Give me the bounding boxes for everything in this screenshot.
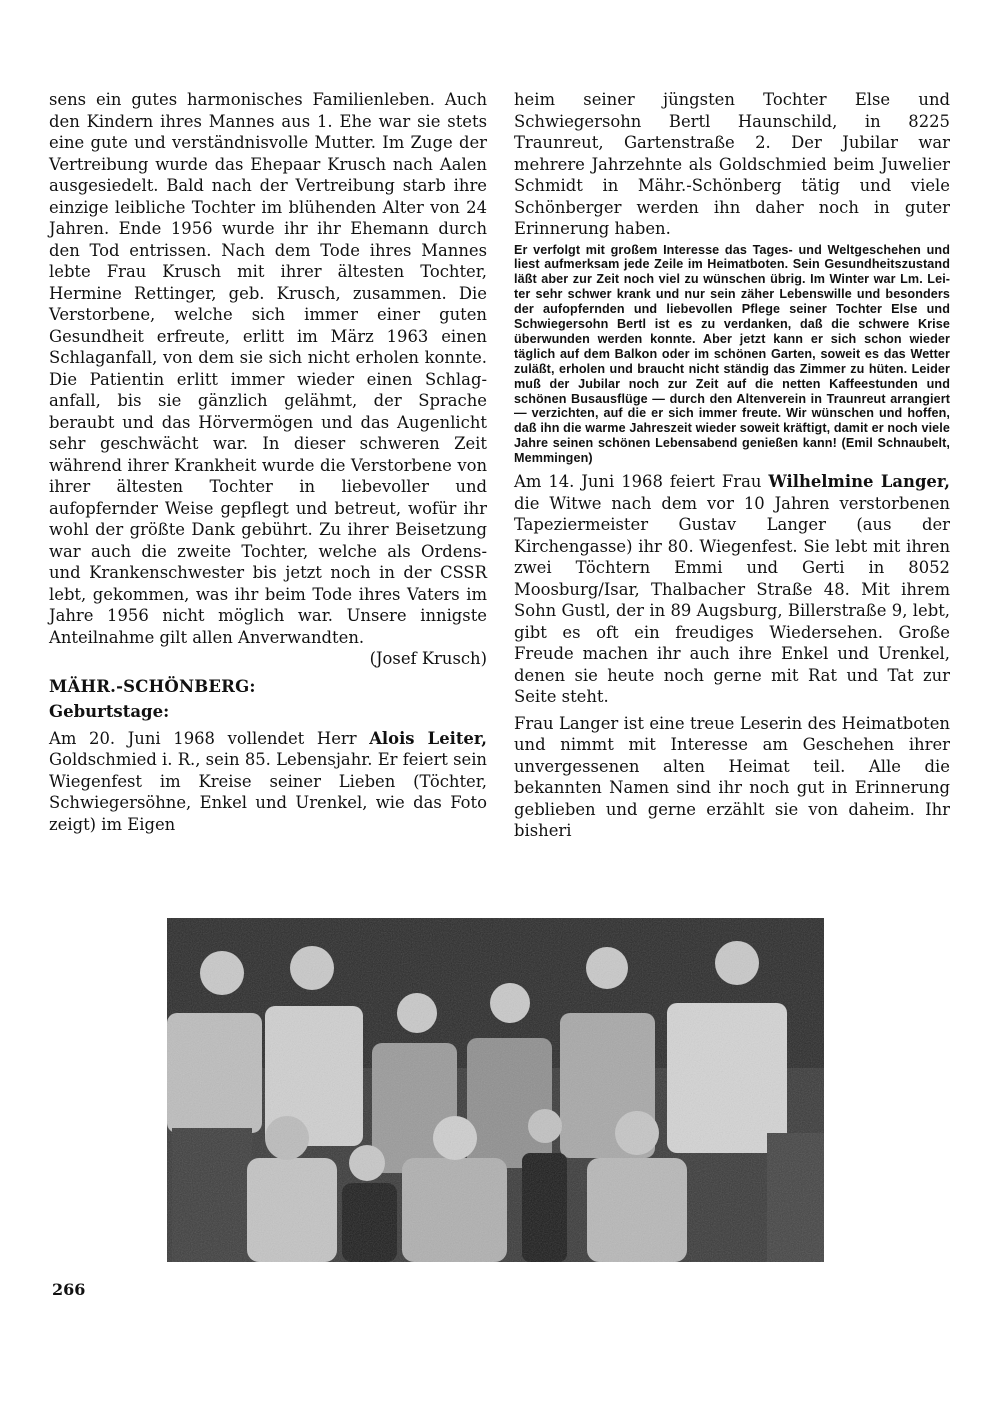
subheading-birthdays: Geburtstage: (49, 702, 170, 721)
family-photo-illustration (167, 918, 824, 1262)
small-print-paragraph: Er verfolgt mit großem Interesse das Tages- und Weltgeschehen und liest aufmerksam jede Zeile im Heimatboten. Sein Gesundheitszustand läßt aber zur Zeit noch viel zu wünschen übrig. Im Winter war Lm. Leiter sehr schwer krank und nur sein zäher Lebenswille und besonders der aufopfernden und liebevollen Pflege seiner Tochter Else und Schwiegersohn Bertl ist es zu verdanken, daß die schwere Krise überwunden werden konnte. Aber jetzt kann er sich schon wieder täglich auf dem Balkon oder im schönen Garten, soweit es das Wetter zuläßt, erholen und braucht nicht ständig das Zimmer zu hüten. Leider muß der Jubilar noch zur Zeit auf die netten Kaffeestunden und schönen Busausflüge — durch den Altenverein in Traunreut arrangiert — verzichten, auf die er sich immer freute. Wir wünschen und hoffen, daß ihn die warme Jahreszeit wieder soweit kräftigt, damit er noch viele Jahre seinen schönen Lebensabend genießen kann! (Emil Schnaubelt, Memmingen) (514, 242, 950, 466)
langer-intro: Am 14. Juni 1968 feiert Frau (514, 472, 769, 492)
right-column (514, 89, 950, 842)
birthday-paragraph-leiter (49, 728, 487, 836)
page-number: 266 (52, 1280, 86, 1299)
langer-second-paragraph: Frau Langer ist eine treue Leserin des Heimatboten und nimmt mit Interesse am Geschehen ihrer unvergessenen alten Heimat teil. Alle die bekannten Namen sind ihr noch gut in Erinnerung geblieben und gerne erzählt sie von daheim. Ihr bisheri (514, 713, 950, 841)
birthday-text: Goldschmied i. R., sein 85. Lebensjahr. Er feiert sein Wiegenfest im Kreise seiner Lieben (Töchter, Schwiegersöhne, Enkel und Urenkel, wie das Foto zeigt) im Eigen (49, 750, 487, 834)
obituary-signature: (Josef Krusch) (369, 649, 487, 668)
family-photo (167, 918, 824, 1262)
birthday-intro: Am 20. Juni 1968 vollendet Herr (49, 728, 370, 748)
left-column (49, 89, 487, 835)
section-heading: MÄHR.-SCHÖNBERG: (49, 676, 256, 696)
langer-text: die Witwe nach dem vor 10 Jahren verstorbenen Tapeziermeister Gustav Langer (aus der Kirchengasse) ihr 80. Wiegenfest. Sie lebt mit ihren zwei Töchtern Emmi und Gerti in 8052 Moosburg/Isar, Thalbacher Straße 48. Mit ihrem Sohn Gustl, der in 89 Augsburg, Billerstraße 9, lebt, gibt es oft ein freudiges Wiedersehen. Große Freude machen ihr auch ihre Enkel und Urenkel, denen sie heute noch gerne mit Rat und Tat zur Seite steht. (514, 493, 950, 707)
birthday-person-name: Alois Leiter, (369, 728, 487, 748)
continuation-paragraph: heim seiner jüngsten Tochter Else und Schwiegersohn Bertl Haunschild, in 8225 Traunreut, Gartenstraße 2. Der Jubilar war mehrere Jahrzehnte als Goldschmied beim Juwelier Schmidt in Mähr.-Schönberg tätig und viele Schönberger werden ihn daher noch in guter Erinnerung haben. (514, 90, 950, 238)
langer-person-name: Wilhelmine Langer, (768, 472, 950, 492)
obituary-paragraph: sens ein gutes harmonisches Familienleben. Auch den Kindern ihres Mannes aus 1. Ehe war sie stets eine gute und verständnisvolle Mutter. Im Zuge der Vertreibung wurde das Ehepaar Krusch nach Aalen ausgesiedelt. Bald nach der Vertreibung starb ihre einzige leibliche Tochter im blühenden Alter von 24 Jahren. Ende 1956 wurde ihr ihr Ehemann durch den Tod entrissen. Nach dem Tode ihres Mannes lebte Frau Krusch mit ihrer ältesten Tochter, Hermine Rettinger, geb. Krusch, zusammen. Die Verstorbene, welche sich immer einer guten Gesundheit erfreute, erlitt im März 1963 einen Schlaganfall, von dem sie sich nicht erholen konnte. Die Patientin erlitt immer wieder einen Schlaganfall, bis sie gänzlich gelähmt, der Sprache beraubt und das Hörvermögen und das Augenlicht sehr geschwächt war. In dieser schweren Zeit während ihrer Krankheit wurde die Verstorbene von ihrer ältesten Tochter in liebevoller und aufopfernder Weise gepflegt und betreut, wofür ihr wohl der größte Dank gebührt. Zu ihrer Beisetzung war auch die zweite Tochter, welche als Ordens- und Krankenschwester bis jetzt noch in der CSSR lebt, gekommen, was ihr beim Tode ihres Vaters im Jahre 1956 nicht möglich war. Unsere innigste Anteilnahme gilt allen Anverwandten. (49, 90, 487, 647)
birthday-paragraph-langer (514, 471, 950, 708)
